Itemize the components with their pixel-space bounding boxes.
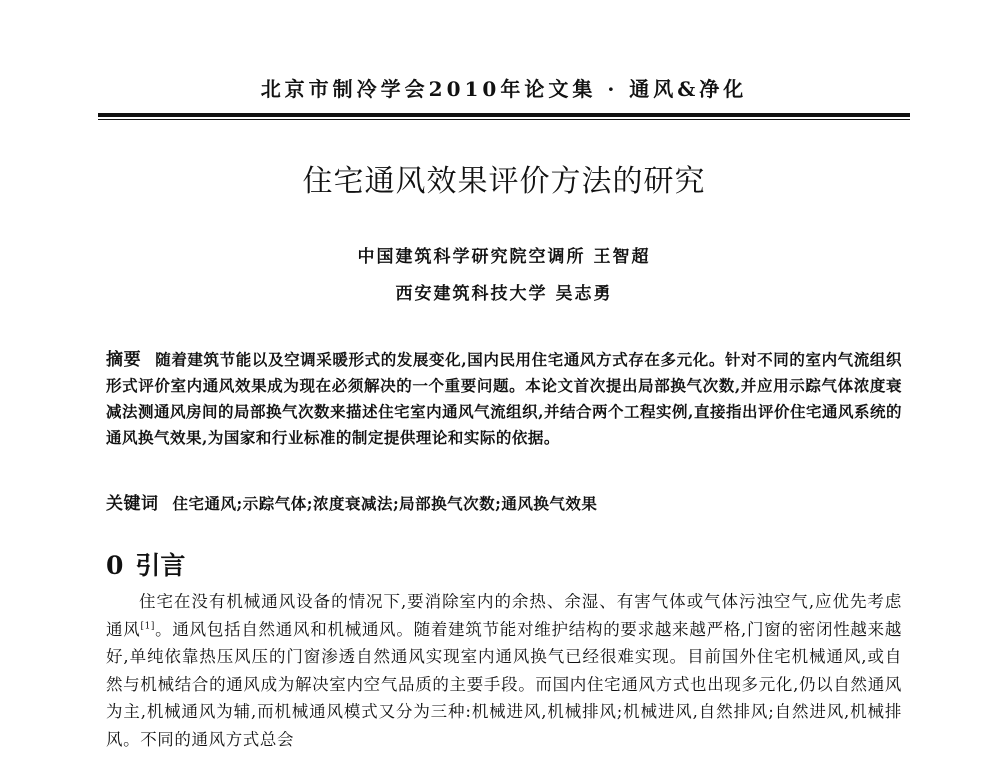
section-number: 0 [106, 551, 124, 580]
intro-paragraph [106, 588, 902, 753]
citation-marker: [1] [140, 621, 156, 631]
abstract [106, 347, 902, 451]
running-header: 北京市制冷学会2010年论文集 · 通风&净化 [260, 77, 748, 101]
keywords [106, 491, 902, 517]
section-heading [106, 549, 185, 583]
author-line-1: 中国建筑科学研究院空调所 王智超 [357, 247, 651, 267]
header-rule-thin [98, 119, 910, 120]
paper-title: 住宅通风效果评价方法的研究 [302, 164, 706, 199]
header-rule [98, 113, 910, 117]
section-title: 引言 [135, 551, 186, 580]
intro-text-part-2: 。通风包括自然通风和机械通风。随着建筑节能对维护结构的要求越来越严格,门窗的密闭性越来越好,单纯依靠热压风压的门窗渗透自然通风实现室内通风换气已经很难实现。目前国外住宅机械通风,或自然与机械结合的通风成为解决室内空气品质的主要手段。而国内住宅通风方式也出现多元化,仍以自然通风为主,机械通风为辅,而机械通风模式又分为三种:机械进风,机械排风;机械进风,自然排风;自然进风,机械排风。不同的通风方式总会 [106, 619, 902, 749]
keywords-label: 关键词 [106, 494, 159, 514]
keywords-text: 住宅通风;示踪气体;浓度衰减法;局部换气次数;通风换气效果 [172, 494, 598, 513]
abstract-label: 摘要 [106, 350, 142, 370]
author-line-2: 西安建筑科技大学 吴志勇 [395, 284, 613, 304]
intro-text-part-1: 住宅在没有机械通风设备的情况下,要消除室内的余热、余湿、有害气体或气体污浊空气,应优先考虑通风 [106, 592, 902, 639]
abstract-text: 随着建筑节能以及空调采暖形式的发展变化,国内民用住宅通风方式存在多元化。针对不同的室内气流组织形式评价室内通风效果成为现在必须解决的一个重要问题。本论文首次提出局部换气次数,并应用示踪气体浓度衰减法测通风房间的局部换气次数来描述住宅室内通风气流组织,并结合两个工程实例,直接指出评价住宅通风系统的通风换气效果,为国家和行业标准的制定提供理论和实际的依据。 [106, 350, 902, 447]
